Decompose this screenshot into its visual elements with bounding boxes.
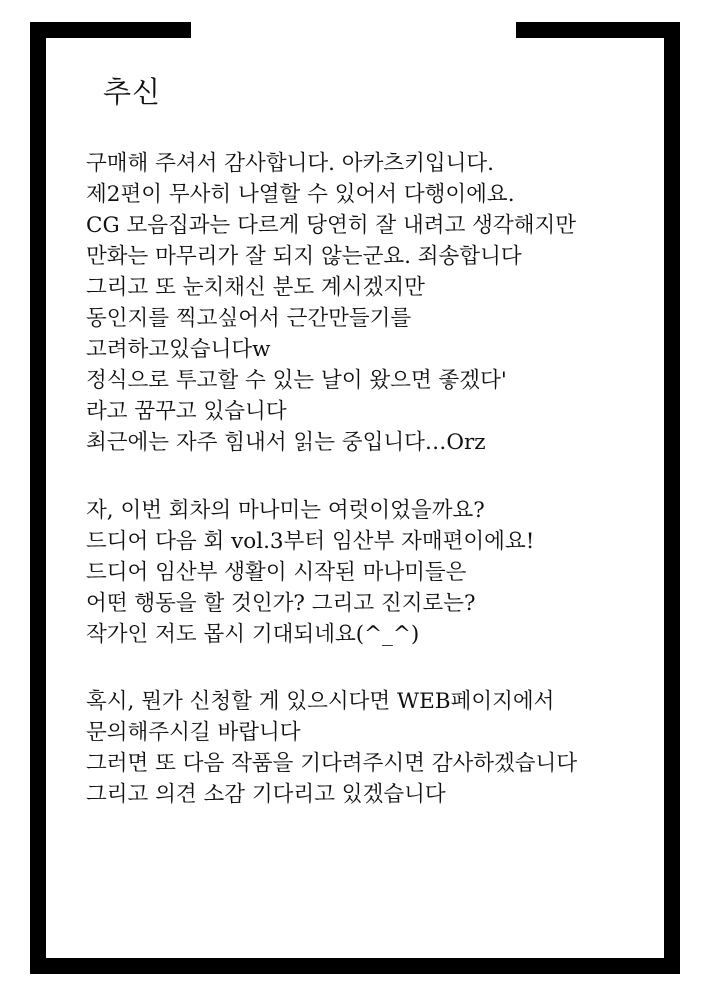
text-line: CG 모음집과는 다르게 당연히 잘 내려고 생각해지만 bbox=[86, 213, 577, 238]
text-line: 그리고 또 눈치채신 분도 계시겠지만 bbox=[86, 275, 425, 300]
text-line: 최근에는 자주 힘내서 읽는 중입니다…Orz bbox=[86, 430, 486, 455]
paragraph-2 bbox=[86, 495, 656, 650]
text-line: 제2편이 무사히 나열할 수 있어서 다행이에요. bbox=[86, 182, 515, 207]
paragraph-3 bbox=[86, 686, 656, 810]
text-line: 동인지를 찍고싶어서 근간만들기를 bbox=[86, 306, 412, 331]
frame-top-right-border bbox=[516, 22, 680, 38]
frame-right-border bbox=[664, 22, 680, 974]
frame-top-left-border bbox=[30, 22, 191, 38]
page-title: 추신 bbox=[103, 75, 162, 109]
text-line: 고려하고있습니다w bbox=[86, 337, 271, 362]
frame-left-border bbox=[30, 22, 46, 974]
text-line: 드디어 임산부 생활이 시작된 마나미들은 bbox=[86, 560, 467, 585]
text-line: 그러면 또 다음 작품을 기다려주시면 감사하겠습니다 bbox=[86, 751, 578, 776]
frame-bottom-border bbox=[30, 958, 680, 974]
text-line: 구매해 주셔서 감사합니다. 아카츠키입니다. bbox=[86, 151, 495, 176]
text-line: 그리고 의견 소감 기다리고 있겠습니다 bbox=[86, 782, 446, 807]
text-line: 라고 꿈꾸고 있습니다 bbox=[86, 399, 287, 424]
text-line: 정식으로 투고할 수 있는 날이 왔으면 좋겠다' bbox=[86, 368, 507, 393]
text-line: 작가인 저도 몹시 기대되네요(^_^) bbox=[86, 622, 420, 647]
text-line: 어떤 행동을 할 것인가? 그리고 진지로는? bbox=[86, 591, 476, 616]
text-line: 혹시, 뭔가 신청할 게 있으시다면 WEB페이지에서 bbox=[86, 689, 555, 714]
paragraph-1 bbox=[86, 148, 656, 458]
text-line: 드디어 다음 회 vol.3부터 임산부 자매편이에요! bbox=[86, 529, 535, 554]
text-line: 문의해주시길 바랍니다 bbox=[86, 720, 301, 745]
text-line: 자, 이번 회차의 마나미는 여럿이었을까요? bbox=[86, 498, 485, 523]
text-line: 만화는 마무리가 잘 되지 않는군요. 죄송합니다 bbox=[86, 244, 522, 269]
